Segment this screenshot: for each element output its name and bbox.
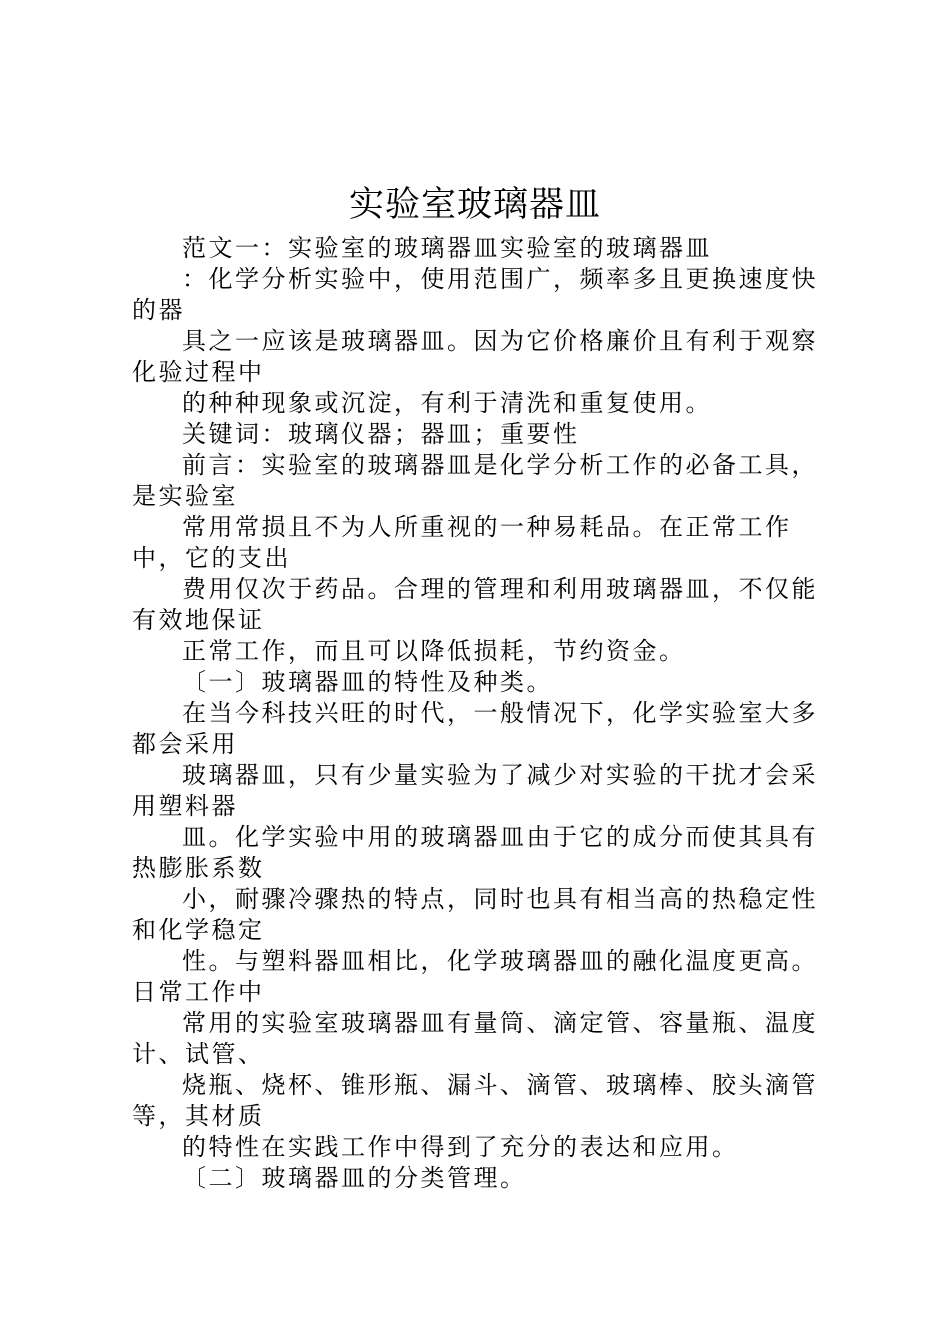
paragraph-line: 玻璃器皿，只有少量实验为了减少对实验的干扰才会采用塑料器 <box>132 761 818 820</box>
document-body <box>132 233 832 1194</box>
section-heading: 〔一〕玻璃器皿的特性及种类。 <box>182 668 553 696</box>
paragraph-line: 具之一应该是玻璃器皿。因为它价格廉价且有利于观察化验过程中 <box>132 327 818 386</box>
keywords-line: 关键词：玻璃仪器；器皿；重要性 <box>182 420 580 448</box>
paragraph-line: 小，耐骤冷骤热的特点，同时也具有相当高的热稳定性和化学稳定 <box>132 885 818 944</box>
section-heading: 〔二〕玻璃器皿的分类管理。 <box>182 1164 527 1192</box>
paragraph-line: 前言：实验室的玻璃器皿是化学分析工作的必备工具，是实验室 <box>132 451 818 510</box>
paragraph-line: 费用仅次于药品。合理的管理和利用玻璃器皿，不仅能有效地保证 <box>132 575 818 634</box>
paragraph-line: 的特性在实践工作中得到了充分的表达和应用。 <box>182 1133 739 1161</box>
paragraph-line: 在当今科技兴旺的时代，一般情况下，化学实验室大多都会采用 <box>132 699 818 758</box>
document-title: 实验室玻璃器皿 <box>348 185 601 225</box>
paragraph-line: 范文一：实验室的玻璃器皿实验室的玻璃器皿 <box>182 234 712 262</box>
paragraph-line: ：化学分析实验中，使用范围广，频率多且更换速度快的器 <box>132 265 818 324</box>
paragraph-line: 烧瓶、烧杯、锥形瓶、漏斗、滴管、玻璃棒、胶头滴管等，其材质 <box>132 1071 818 1130</box>
paragraph-line: 正常工作，而且可以降低损耗，节约资金。 <box>182 637 686 665</box>
paragraph-line: 皿。化学实验中用的玻璃器皿由于它的成分而使其具有热膨胀系数 <box>132 823 818 882</box>
paragraph-line: 的种种现象或沉淀，有利于清洗和重复使用。 <box>182 389 712 417</box>
paragraph-line: 常用的实验室玻璃器皿有量筒、滴定管、容量瓶、温度计、试管、 <box>132 1009 818 1068</box>
paragraph-line: 常用常损且不为人所重视的一种易耗品。在正常工作中，它的支出 <box>132 513 792 572</box>
paragraph-line: 性。与塑料器皿相比，化学玻璃器皿的融化温度更高。日常工作中 <box>132 947 818 1006</box>
